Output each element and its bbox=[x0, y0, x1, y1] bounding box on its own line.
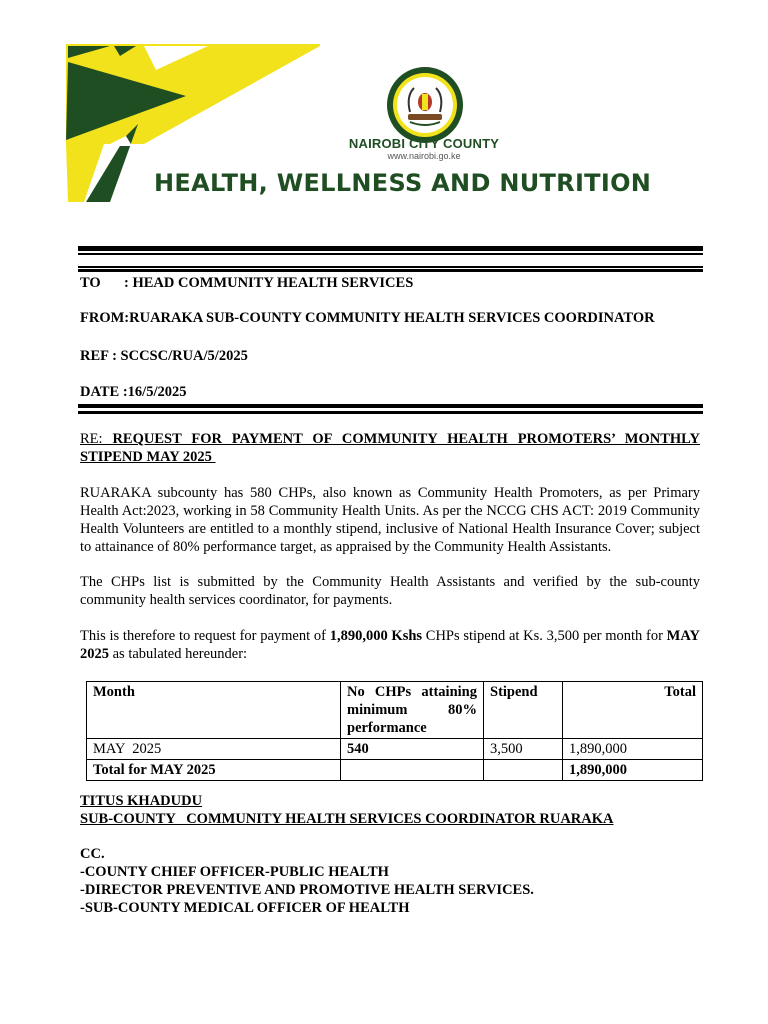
cc-item: -COUNTY CHIEF OFFICER-PUBLIC HEALTH bbox=[80, 864, 389, 880]
table-cell-month: MAY 2025 bbox=[87, 739, 341, 760]
memo-to-label: TO bbox=[80, 275, 101, 291]
memo-rule-thin bbox=[78, 411, 703, 414]
table-header-chps: No CHPs attaining minimum 80% performance bbox=[347, 684, 477, 736]
table-row bbox=[87, 739, 703, 760]
table-header-total: Total bbox=[664, 684, 696, 700]
header-rule-thick-2 bbox=[78, 269, 703, 272]
table-total-label: Total for MAY 2025 bbox=[93, 762, 216, 778]
subject-prefix: RE: bbox=[80, 431, 113, 447]
county-website: www.nairobi.go.ke bbox=[387, 151, 461, 161]
county-crest-icon bbox=[386, 66, 464, 144]
table-cell-stipend: 3,500 bbox=[484, 739, 563, 760]
paragraph-3-text-a: This is therefore to request for payment of bbox=[80, 628, 330, 644]
paragraph-1: RUARAKA subcounty has 580 CHPs, also known as Community Health Promoters, as per Primary Health Act:2023, working in 58 Community Health Units. As per the NCCG CHS ACT: 2019 Community Health Volunteers are entitled to a monthly stipend, inclusive of National Health Insurance Cover; subject to attainance of 80% performance target, as appraised by the Community Health Assistants. bbox=[80, 485, 700, 555]
memo-date: DATE :16/5/2025 bbox=[80, 384, 187, 400]
table-header-stipend: Stipend bbox=[490, 684, 538, 700]
department-title: HEALTH, WELLNESS AND NUTRITION bbox=[154, 169, 652, 197]
request-month: MAY 2025 bbox=[80, 628, 700, 662]
table-header-month: Month bbox=[93, 684, 135, 700]
table-cell-chps: 540 bbox=[347, 741, 369, 757]
paragraph-3 bbox=[80, 627, 700, 663]
cc-item: -SUB-COUNTY MEDICAL OFFICER OF HEALTH bbox=[80, 900, 410, 916]
request-amount: 1,890,000 Kshs bbox=[329, 628, 423, 644]
table-cell-total: 1,890,000 bbox=[563, 739, 703, 760]
header-rule-thick bbox=[78, 246, 703, 251]
subject-line-1: REQUEST FOR PAYMENT OF COMMUNITY HEALTH PROMOTERS’ MONTHLY bbox=[112, 431, 700, 447]
memo-ref: REF : SCCSC/RUA/5/2025 bbox=[80, 348, 248, 364]
cc-item: -DIRECTOR PREVENTIVE AND PROMOTIVE HEALTH SERVICES. bbox=[80, 882, 534, 898]
table-total-row bbox=[87, 760, 703, 781]
header-rule-thin bbox=[78, 253, 703, 255]
memo-from: FROM:RUARAKA SUB-COUNTY COMMUNITY HEALTH SERVICES COORDINATOR bbox=[80, 310, 655, 326]
table-header-row bbox=[87, 682, 703, 739]
cc-label: CC. bbox=[80, 846, 105, 862]
subject bbox=[80, 430, 700, 466]
table-total-value: 1,890,000 bbox=[569, 762, 627, 778]
paragraph-3-text-c: as tabulated hereunder: bbox=[109, 646, 248, 662]
memo-to-value: : HEAD COMMUNITY HEALTH SERVICES bbox=[124, 275, 414, 291]
memo-to bbox=[80, 275, 413, 292]
paragraph-3-text-b: CHPs stipend at Ks. 3,500 per month for bbox=[422, 628, 667, 644]
subject-line-2: STIPEND MAY 2025 bbox=[80, 449, 216, 465]
signatory-title: SUB-COUNTY COMMUNITY HEALTH SERVICES COORDINATOR RUARAKA bbox=[80, 811, 614, 827]
memo-rule-thick bbox=[78, 404, 703, 408]
county-name: NAIROBI CITY COUNTY bbox=[348, 136, 500, 151]
header-rule-thin-2 bbox=[78, 266, 703, 268]
paragraph-2: The CHPs list is submitted by the Community Health Assistants and verified by the sub-county community health services coordinator, for payments. bbox=[80, 574, 700, 608]
stipend-table bbox=[86, 681, 703, 781]
signatory-name: TITUS KHADUDU bbox=[80, 793, 203, 809]
